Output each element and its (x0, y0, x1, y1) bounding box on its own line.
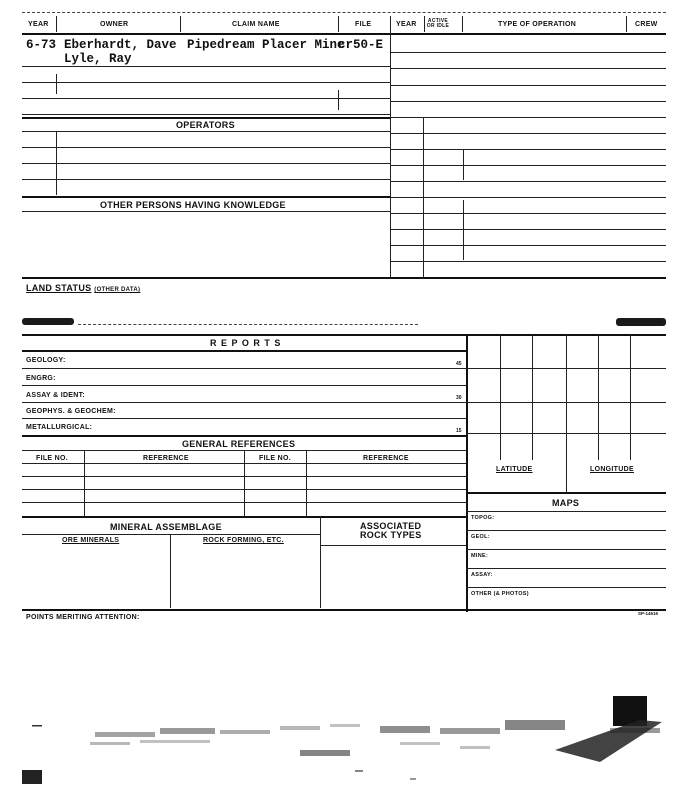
operation-row-line (390, 213, 666, 214)
report-row-line (22, 368, 466, 369)
operators-header-line (22, 131, 390, 132)
operators-row-line (22, 179, 390, 180)
report-row-line (22, 402, 466, 403)
associated-rock-types-line-1: ASSOCIATED (360, 521, 422, 531)
map-row-line (466, 568, 666, 569)
operators-heading: OPERATORS (176, 120, 235, 130)
maps-top-line (466, 492, 666, 494)
other-persons-heading: OTHER PERSONS HAVING KNOWLEDGE (100, 200, 286, 210)
type-col-divider (463, 200, 464, 260)
reports-header-line (22, 350, 466, 352)
coords-divider (566, 460, 567, 492)
reports-heading: R E P O R T S (210, 338, 282, 348)
land-status-heading (26, 284, 140, 293)
ref-row-line (22, 502, 466, 503)
form-number: SP-14616 (638, 611, 659, 616)
map-mine: MINE: (471, 553, 489, 559)
other-persons-top-line (22, 196, 390, 198)
active-col-divider (423, 118, 424, 278)
grid-line (500, 334, 501, 460)
reports-right-border (466, 334, 468, 612)
operation-row-line (390, 261, 666, 262)
entry-year: 6-73 (26, 38, 57, 52)
mineral-header-line (22, 534, 320, 535)
operation-bottom-line (22, 277, 666, 279)
claim-col-divider (338, 90, 339, 110)
operation-row-line (390, 229, 666, 230)
reports-top-line (22, 334, 666, 336)
ore-minerals-label: ORE MINERALS (62, 537, 120, 544)
operation-row-line (390, 245, 666, 246)
header-claim-name: CLAIM NAME (232, 21, 280, 28)
scan-blot (616, 318, 666, 326)
map-row-line (466, 587, 666, 588)
operation-row-line (390, 149, 666, 150)
maps-header-line (466, 511, 666, 512)
ref-file-no-1: FILE NO. (36, 455, 68, 462)
scan-noise (0, 690, 678, 810)
entry-claim-name: Pipedream Placer Mine (187, 38, 345, 52)
other-persons-header-line (22, 211, 390, 212)
map-topog: TOPOG: (471, 515, 495, 521)
owner-row-line (22, 114, 390, 115)
header-divider (338, 16, 339, 32)
top-border (22, 12, 666, 13)
grid-line (532, 334, 533, 460)
ref-col-divider (244, 450, 245, 516)
header-divider (626, 16, 627, 32)
report-bottom-line (22, 435, 466, 437)
map-other-photos: OTHER (& PHOTOS) (471, 591, 529, 597)
entry-owner-line-1: Eberhardt, Dave (64, 38, 177, 52)
grid-line (466, 433, 666, 434)
scan-corner-mark (22, 770, 42, 784)
points-meriting-attention: POINTS MERITING ATTENTION: (26, 614, 140, 621)
grid-line (566, 334, 567, 460)
scan-blot (22, 318, 74, 325)
maps-heading: MAPS (552, 498, 580, 508)
ref-row-line (22, 476, 466, 477)
ref-reference-2: REFERENCE (363, 455, 409, 462)
map-row-line (466, 530, 666, 531)
report-number-45: 45 (456, 361, 462, 367)
owner-col-divider (56, 74, 57, 94)
report-engrg: ENGRG: (26, 375, 56, 382)
header-underline (22, 33, 666, 35)
entry-owner-line-2: Lyle, Ray (64, 52, 132, 66)
operation-row-line (390, 181, 666, 182)
scan-noise-specks (32, 690, 660, 780)
mineral-col-divider (170, 534, 171, 608)
ref-col-divider (306, 450, 307, 516)
entry-file: cr50-E (338, 38, 384, 52)
report-metallurgical: METALLURGICAL: (26, 424, 93, 431)
report-geology: GEOLOGY: (26, 357, 66, 364)
report-number-30: 30 (456, 395, 462, 401)
longitude-label: LONGITUDE (590, 466, 634, 473)
header-divider (462, 16, 463, 32)
report-geophys-geochem: GEOPHYS. & GEOCHEM: (26, 408, 116, 415)
header-divider (424, 16, 425, 32)
latitude-label: LATITUDE (496, 466, 533, 473)
land-status-label: LAND STATUS (26, 283, 92, 293)
header-divider (180, 16, 181, 32)
report-number-15: 15 (456, 428, 462, 434)
header-crew: CREW (635, 21, 658, 28)
mineral-col-divider (320, 516, 321, 608)
operators-row-line (22, 147, 390, 148)
scan-dark-streak (555, 720, 662, 762)
mineral-bottom-line (22, 609, 666, 611)
operation-row-line (390, 52, 666, 53)
operators-top-line (22, 117, 390, 119)
owner-row-line (22, 66, 390, 67)
operation-row-line (390, 133, 666, 134)
operation-row-line (390, 165, 666, 166)
ref-row-line (22, 489, 466, 490)
associated-rock-types-line-2: ROCK TYPES (360, 530, 422, 540)
general-references-heading: GENERAL REFERENCES (182, 439, 296, 449)
scan-dashed-line (78, 324, 418, 325)
owner-row-line (22, 82, 390, 83)
header-divider (56, 16, 57, 32)
operators-row-line (22, 163, 390, 164)
ref-bottom-line (22, 516, 466, 518)
operation-row-line (390, 117, 666, 118)
header-type-of-operation: TYPE OF OPERATION (498, 21, 577, 28)
map-assay: ASSAY: (471, 572, 493, 578)
owner-row-line (22, 98, 390, 99)
operation-row-line (390, 197, 666, 198)
operation-row-line (390, 85, 666, 86)
operation-row-line (390, 101, 666, 102)
report-assay-ident: ASSAY & IDENT: (26, 392, 86, 399)
ref-reference-1: REFERENCE (143, 455, 189, 462)
rock-types-line (320, 545, 466, 546)
main-divider (390, 16, 391, 278)
operation-row-line (390, 68, 666, 69)
report-row-line (22, 418, 466, 419)
report-row-line (22, 385, 466, 386)
grid-line (630, 334, 631, 460)
grid-line (466, 402, 666, 403)
grid-line (466, 368, 666, 369)
header-year: YEAR (28, 21, 49, 28)
grid-line (598, 334, 599, 460)
map-geol: GEOL: (471, 534, 490, 540)
header-active-or-idle: ACTIVE OR IDLE (426, 18, 450, 29)
header-file: FILE (355, 21, 372, 28)
ref-col-divider (84, 450, 85, 516)
map-row-line (466, 549, 666, 550)
ref-file-no-2: FILE NO. (259, 455, 291, 462)
header-year-2: YEAR (396, 21, 417, 28)
rock-forming-label: ROCK FORMING, ETC. (203, 537, 284, 544)
mineral-assemblage-heading: MINERAL ASSEMBLAGE (110, 522, 222, 532)
land-status-sublabel: (OTHER DATA) (94, 287, 141, 293)
header-owner: OWNER (100, 21, 129, 28)
